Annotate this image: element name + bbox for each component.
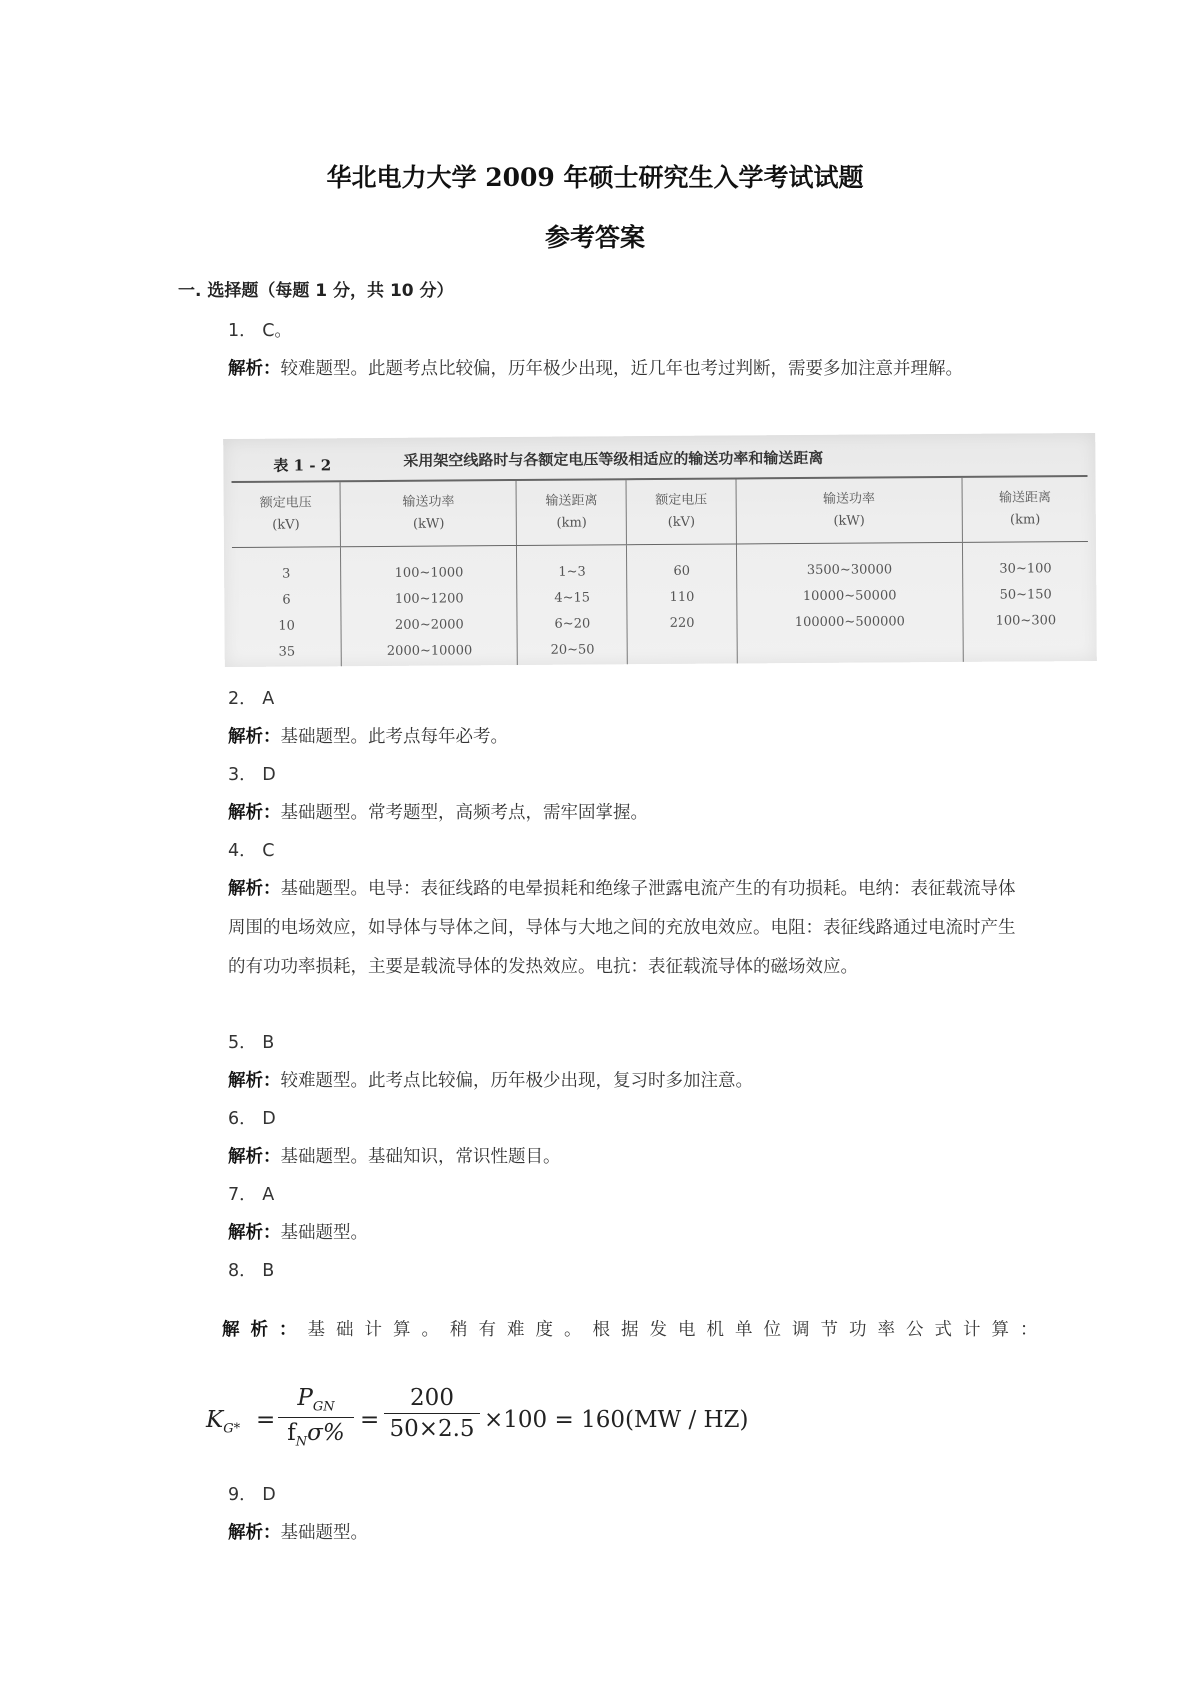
formula-fraction-1: $P_{GN}$ $f_N\sigma\%$ <box>278 1385 354 1449</box>
explanation-8: 解析：基础计算。稍有难度。根据发电机单位调节功率公式计算： <box>222 1320 1049 1340</box>
answer-2: 2． A <box>228 689 275 709</box>
table-header: 输送距离 (km) <box>516 479 626 545</box>
table-header: 输送功率 (kW) <box>736 477 962 544</box>
explanation-5: 解析：较难题型。此考点比较偏，历年极少出现，复习时多加注意。 <box>228 1071 753 1091</box>
section-heading: 一. 选择题（每题 1 分，共 10 分） <box>178 281 454 301</box>
answer-1: 1． C。 <box>228 321 292 341</box>
answer-6: 6． D <box>228 1109 276 1129</box>
answer-3: 3． D <box>228 765 276 785</box>
table-cell: 100~1000 100~1200 200~2000 2000~10000 <box>341 545 518 666</box>
table-header: 输送距离 (km) <box>962 476 1088 542</box>
table-header: 额定电压 (kV) <box>232 481 341 547</box>
table-cell: 30~100 50~150 100~300 <box>962 542 1089 662</box>
table-header: 输送功率 (kW) <box>340 480 517 547</box>
explanation-6: 解析：基础题型。基础知识，常识性题目。 <box>228 1147 561 1167</box>
explanation-9: 解析：基础题型。 <box>228 1523 368 1543</box>
table-cell: 3500~30000 10000~50000 100000~500000 <box>736 542 963 663</box>
table-label: 表 1 - 2 <box>273 456 332 475</box>
voltage-table <box>223 433 1097 667</box>
answer-7: 7． A <box>228 1185 275 1205</box>
formula-result: ×100 = 160(MW / HZ) <box>484 1407 749 1433</box>
answer-8: 8． B <box>228 1261 275 1281</box>
formula-lhs: $K_{G*}$ <box>206 1407 241 1437</box>
table-caption: 采用架空线路时与各额定电压等级相适应的输送功率和输送距离 <box>403 448 824 470</box>
formula-eq: = <box>256 1407 276 1433</box>
answer-9: 9． D <box>228 1485 276 1505</box>
explanation-text: 较难题型。此题考点比较偏，历年极少出现，近几年也考过判断，需要多加注意并理解。 <box>280 359 963 379</box>
formula-eq2: = <box>360 1407 380 1433</box>
explanation-1 <box>228 350 1018 389</box>
table-cell: 1~3 4~15 6~20 20~50 <box>517 545 628 665</box>
formula <box>206 1383 806 1463</box>
page-title: 华北电力大学 2009 年硕士研究生入学考试试题 <box>326 163 864 192</box>
table-cell: 60 110 220 <box>627 544 738 664</box>
formula-fraction-2: $\frac{200}{50\times 2.5}$ <box>384 1385 480 1442</box>
explanation-2: 解析：基础题型。此考点每年必考。 <box>228 727 508 747</box>
explanation-4: 解析：基础题型。电导：表征线路的电晕损耗和绝缘子泄露电流产生的有功损耗。电纳：表征载流导体周围的电场效应，如导体与导体之间，导体与大地之间的充放电效应。电阻：表征线路通过电流时产生的有功功率损耗，主要是载流导体的发热效应。电抗：表征载流导体的磁场效应。 <box>228 879 1016 977</box>
answer-4: 4． C <box>228 841 275 861</box>
explanation-7: 解析：基础题型。 <box>228 1223 368 1243</box>
explanation-label: 解析： <box>228 359 281 379</box>
page-subtitle: 参考答案 <box>544 223 645 252</box>
answer-5: 5． B <box>228 1033 275 1053</box>
table-cell: 3 6 10 35 <box>278 566 296 660</box>
explanation-3: 解析：基础题型。常考题型，高频考点，需牢固掌握。 <box>228 803 648 823</box>
table-header: 额定电压 (kV) <box>626 478 736 544</box>
table-grid <box>232 475 1089 667</box>
